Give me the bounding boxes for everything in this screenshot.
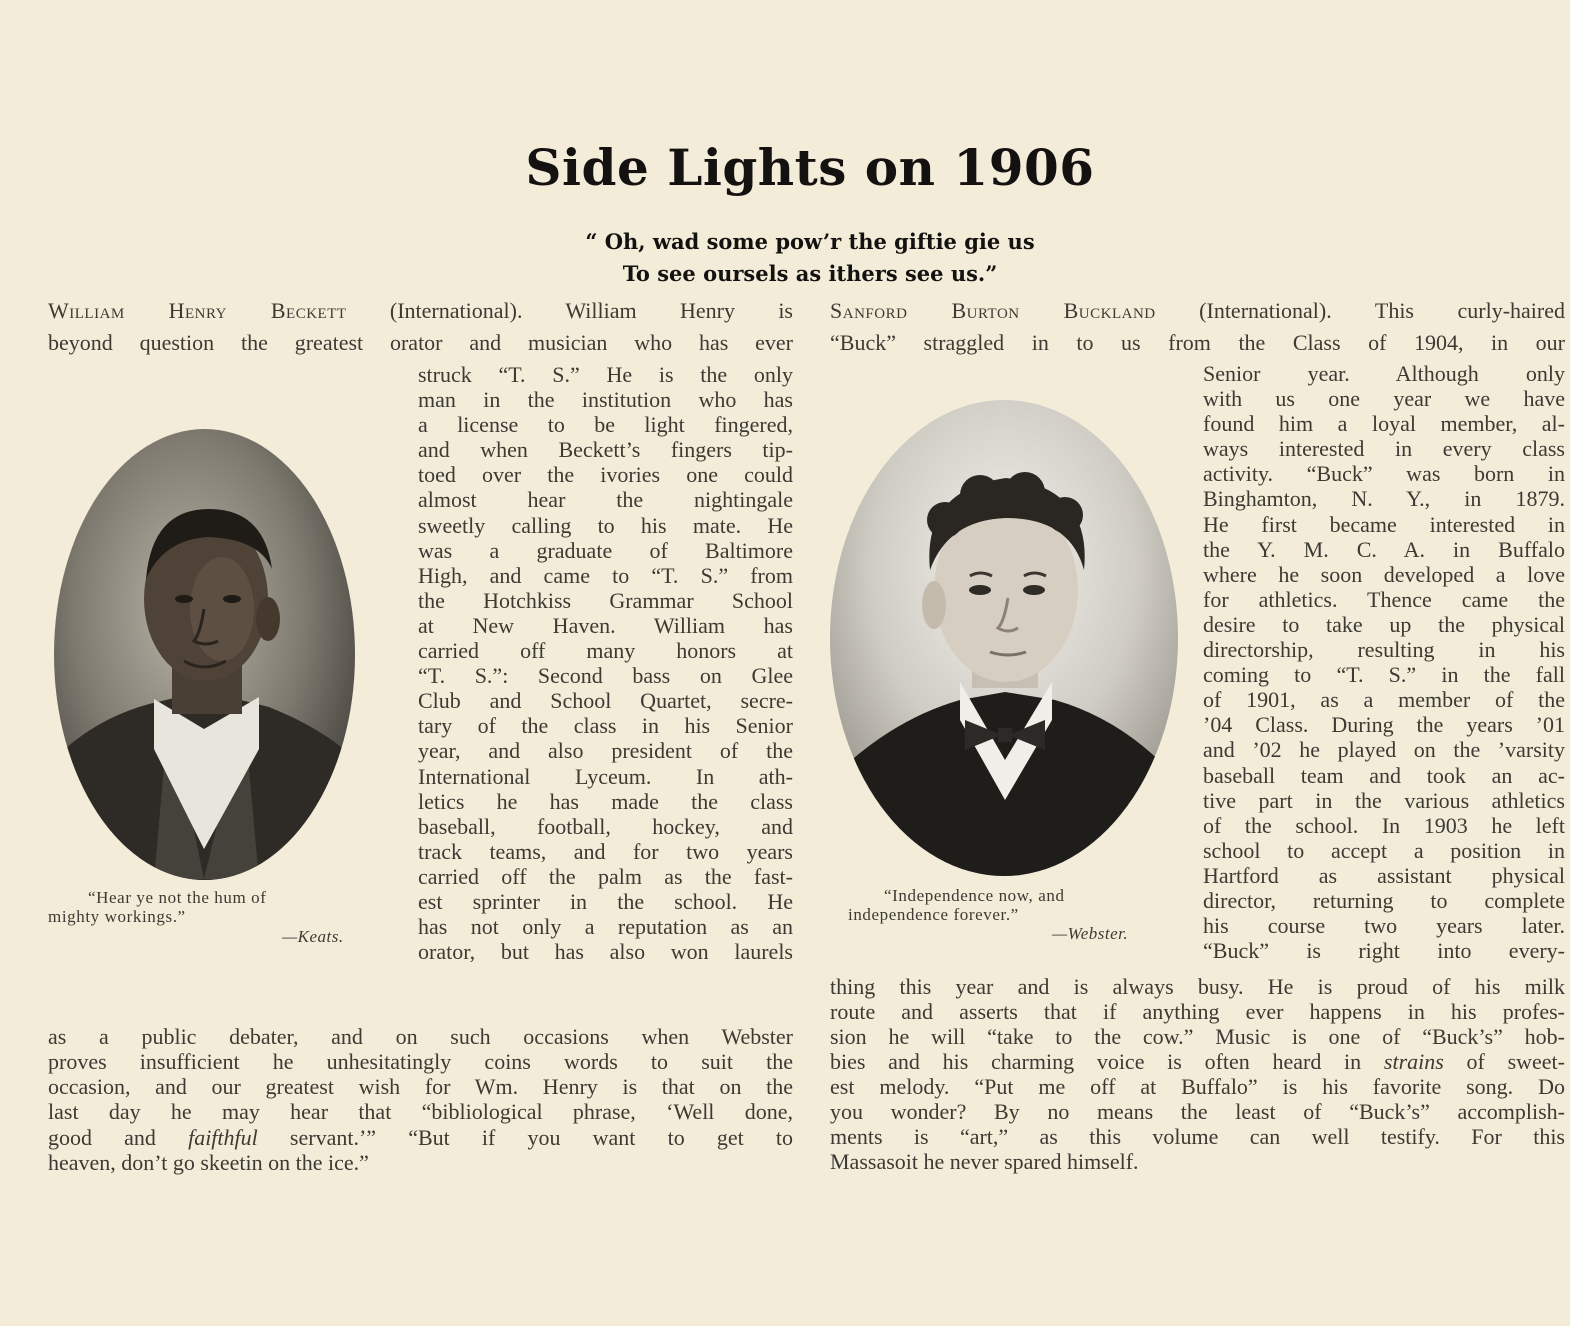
right-strains-italic: strains [1383,1049,1444,1074]
right-affiliation: (International). [1199,298,1332,323]
right-bottom-text [830,974,1565,1049]
left-closing-last: heaven, don’t go skeetin on the ice.” [48,1150,369,1175]
text-line: est sprinter in the school. He [418,888,793,914]
left-affiliation: (International). [389,298,523,323]
text-line: proves insufficient he unhesitatingly coins words to suit the [48,1049,793,1075]
left-column-text [418,362,793,964]
text-line: has not only a reputation as an [418,914,793,940]
text-line: director, returning to complete [1203,887,1565,913]
text-line: struck “T. S.” He is the only [418,362,793,387]
right-intro-rest: This curly-haired [1374,298,1566,323]
epigraph-line-1: “ Oh, wad some pow’r the giftie gie us [585,229,1035,254]
text-line: tary of the class in his Senior [418,713,793,739]
right-caption-line-1: “Independence now, and [884,886,1065,905]
text-line: track teams, and for two years [418,838,793,864]
text-line: carried off the palm as the fast- [418,863,793,889]
text-line: carried off many honors at [418,638,793,664]
text-line: his course two years later. [1203,913,1565,939]
right-intro-line-1 [830,298,1565,323]
text-line: as a public debater, and on such occasions when Webster [48,1024,793,1049]
text-line: the Hotchkiss Grammar School [418,587,793,613]
right-strains-pre: bies and his charming voice is often heard in [830,1049,1384,1074]
text-line: International Lyceum. In ath- [418,763,793,789]
text-line: year, and also president of the [418,738,793,764]
left-caption-line-2: mighty workings.” [48,907,186,926]
portrait-young-man-image [830,400,1178,876]
text-line: ments is “art,” as this volume can well testify. For this [830,1124,1565,1150]
left-caption [48,888,378,926]
text-line: tive part in the various athletics [1203,787,1565,813]
left-closing-post: servant.’” “But if you want to get to [257,1125,793,1150]
text-line: school to accept a position in [1203,837,1565,863]
text-line: orator, but has also won laurels [418,939,793,965]
text-line: He first became interested in [1203,511,1565,537]
right-closing-last: Massasoit he never spared himself. [830,1149,1139,1174]
text-line: baseball, football, hockey, and [418,813,793,839]
right-strains-line [830,1049,1565,1074]
text-line: letics he has made the class [418,788,793,814]
left-caption-line-1: “Hear ye not the hum of [88,888,267,907]
text-line: est melody. “Put me off at Buffalo” is his favorite song. Do [830,1074,1565,1099]
right-strains-post: of sweet- [1443,1049,1565,1074]
text-line: almost hear the nightingale [418,487,793,513]
text-line: desire to take up the physical [1203,611,1565,637]
right-person-name: Sanford Burton Buckland [830,298,1156,323]
text-line: sion he will “take to the cow.” Music is one of “Buck’s” hob- [830,1024,1565,1050]
left-closing-line [48,1125,793,1150]
right-caption-attribution: —Webster. [1052,924,1129,943]
text-line: baseball team and took an ac- [1203,762,1565,788]
right-bottom-text-2 [830,1074,1565,1149]
left-intro-rest: William Henry is [565,298,793,323]
text-line: route and asserts that if anything ever happens in his profes- [830,999,1565,1025]
text-line: where he soon developed a love [1203,561,1565,587]
text-line: of the school. In 1903 he left [1203,812,1565,838]
text-line: Binghamton, N. Y., in 1879. [1203,486,1565,512]
text-line: sweetly calling to his mate. He [418,512,793,538]
text-line: for athletics. Thence came the [1203,586,1565,612]
text-line: last day he may hear that “bibliological phrase, ‘Well done, [48,1099,793,1125]
right-caption [848,886,1168,924]
right-caption-line-2: independence forever.” [848,905,1019,924]
left-closing-pre: good and [48,1125,189,1150]
left-portrait-photo [54,429,355,880]
text-line: found him a loyal member, al- [1203,411,1565,437]
text-line: man in the institution who has [418,387,793,413]
text-line: toed over the ivories one could [418,462,793,488]
text-line: a license to be light fingered, [418,412,793,438]
text-line: at New Haven. William has [418,612,793,638]
right-intro-line-2: “Buck” straggled in to us from the Class of 1904, in our [830,330,1565,355]
text-line: ways interested in every class [1203,436,1565,462]
text-line: Senior year. Although only [1203,361,1565,386]
left-bottom-text [48,1024,793,1124]
text-line: Club and School Quartet, secre- [418,688,793,714]
text-line: thing this year and is always busy. He is proud of his milk [830,974,1565,999]
page-title: Side Lights on 1906 [525,138,1095,197]
right-portrait-photo [830,400,1178,876]
text-line: with us one year we have [1203,386,1565,412]
text-line: and when Beckett’s fingers tip- [418,437,793,463]
text-line: Hartford as assistant physical [1203,862,1565,888]
text-line: activity. “Buck” was born in [1203,461,1565,487]
left-closing-italic: faifthful [188,1125,258,1150]
text-line: directorship, resulting in his [1203,637,1565,663]
text-line: “Buck” is right into every- [1203,938,1565,964]
left-person-name: William Henry Beckett [48,298,347,323]
text-line: you wonder? By no means the least of “Buck’s” accomplish- [830,1099,1565,1125]
text-line: was a graduate of Baltimore [418,537,793,563]
epigraph-line-2: To see oursels as ithers see us.” [622,261,998,286]
text-line: High, and came to “T. S.” from [418,562,793,588]
text-line: and ’02 he played on the ’varsity [1203,737,1565,763]
right-column-text [1203,361,1565,963]
text-line: of 1901, as a member of the [1203,687,1565,713]
left-intro-line-1 [48,298,793,323]
text-line: “T. S.”: Second bass on Glee [418,663,793,689]
text-line: coming to “T. S.” in the fall [1203,662,1565,688]
left-intro-line-2: beyond question the greatest orator and musician who has ever [48,330,793,355]
text-line: ’04 Class. During the years ’01 [1203,712,1565,738]
portrait-man-image [54,429,355,880]
text-line: occasion, and our greatest wish for Wm. Henry is that on the [48,1074,793,1100]
left-caption-attribution: —Keats. [282,927,344,946]
epigraph [0,226,1570,290]
text-line: the Y. M. C. A. in Buffalo [1203,536,1565,562]
